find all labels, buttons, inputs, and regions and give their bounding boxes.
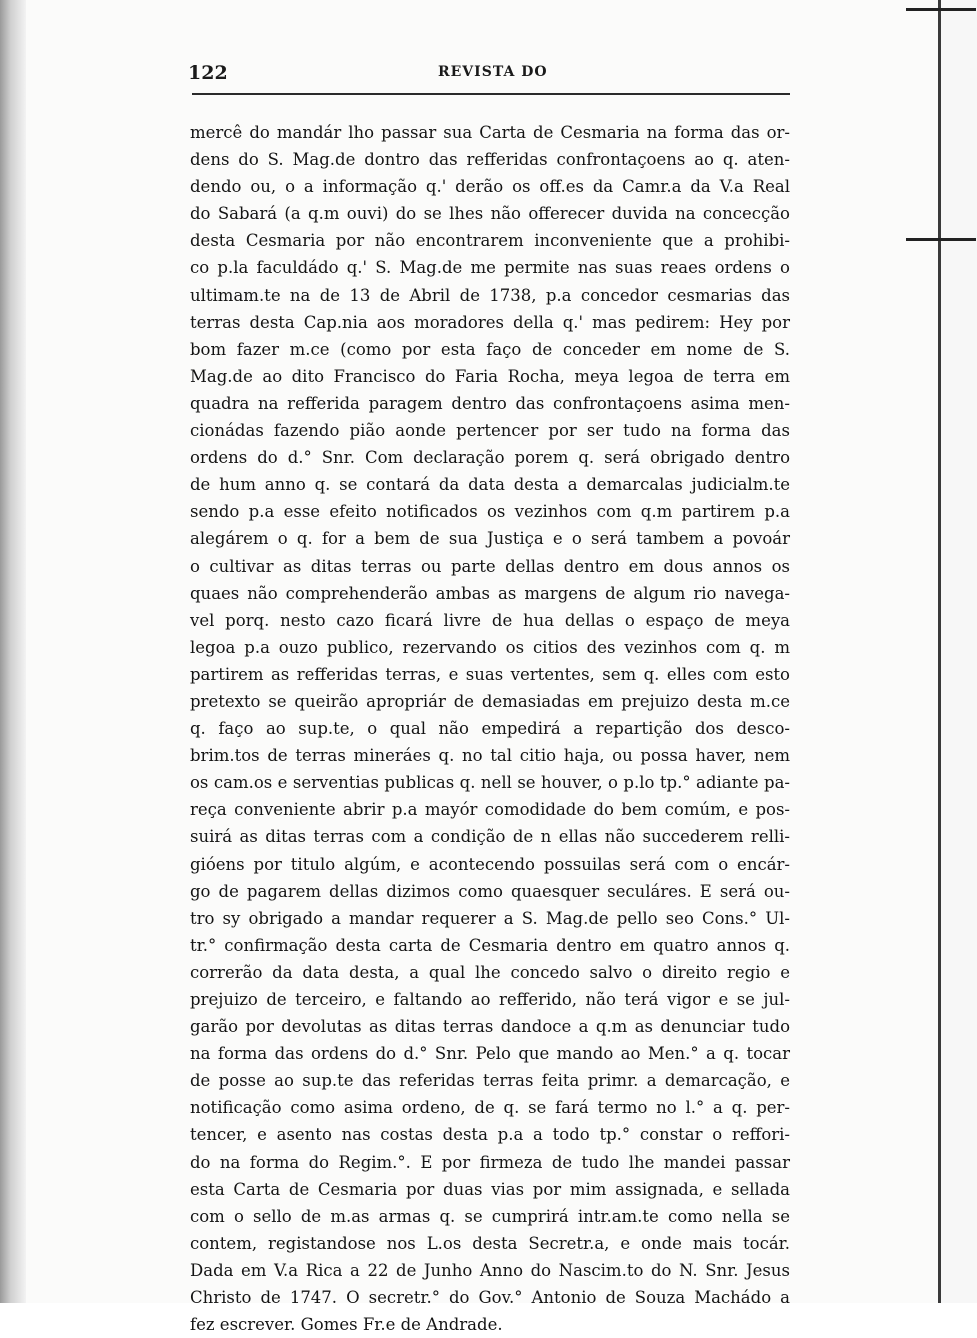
header-rule [192, 93, 790, 95]
text-line: legoa p.a ouzo publico, rezervando os citios des vezinhos com q. m [190, 637, 790, 657]
text-line: Mag.de ao dito Francisco do Faria Rocha, meya legoa de terra em [190, 366, 790, 386]
text-line: co p.la faculdádo q.' S. Mag.de me permite nas suas reaes ordens o [190, 258, 790, 278]
text-line: vel porq. nesto cazo ficará livre de hua dellas o espaço de meya [190, 610, 790, 630]
text-line: desta Cesmaria por não encontrarem inconveniente que a prohibi- [190, 231, 790, 251]
text-line: go de pagarem dellas dizimos como quaesquer seculáres. E será ou- [190, 881, 790, 901]
text-line: cionádas fazendo pião aonde pertencer por ser tudo na forma das [190, 421, 790, 441]
text-line: contem, registandose nos L.os desta Secretr.a, e onde mais tocár. [190, 1233, 790, 1253]
text-line: garão por devolutas as ditas terras dandoce a q.m as denunciar tudo [190, 1017, 790, 1037]
text-line: o cultivar as ditas terras ou parte dellas dentro em dous annos os [190, 556, 790, 576]
margin-mark [906, 8, 976, 11]
text-line: correrão da data desta, a qual lhe concedo salvo o direito regio e [190, 962, 790, 982]
text-line: quadra na refferida paragem dentro das confrontaçoens asima men- [190, 393, 790, 413]
text-line: esta Carta de Cesmaria por duas vias por mim assignada, e sellada [190, 1179, 790, 1199]
binding-shadow [0, 0, 26, 1303]
text-line: os cam.os e serventias publicas q. nell se houver, o p.lo tp.° adiante pa- [190, 773, 790, 793]
text-line: bom fazer m.ce (como por esta faço de conceder em nome de S. [190, 339, 790, 359]
text-line: ultimam.te na de 13 de Abril de 1738, p.a concedor cesmarias das [190, 285, 790, 305]
margin-mark [906, 238, 976, 241]
text-line: reça conveniente abrir p.a mayór comodidade do bem comúm, e pos- [190, 800, 790, 820]
text-line: sendo p.a esse efeito notificados os vezinhos com q.m partirem p.a [190, 502, 790, 522]
text-line: prejuizo de terceiro, e faltando ao refferido, não terá vigor e se jul- [190, 990, 790, 1009]
text-line: partirem as refferidas terras, e suas vertentes, sem q. elles com esto [190, 664, 790, 684]
text-line: dens do S. Mag.de dontro das refferidas confrontaçoens ao q. aten- [190, 150, 790, 170]
text-line: na forma das ordens do d.° Snr. Pelo que mando ao Men.° a q. tocar [190, 1044, 790, 1064]
text-line: ordens do d.° Snr. Com declaração porem q. será obrigado dentro [190, 448, 790, 468]
text-line: do Sabará (a q.m ouvi) do se lhes não offerecer duvida na concecção [190, 204, 790, 224]
text-line: mercê do mandár lho passar sua Carta de Cesmaria na forma das or- [190, 123, 790, 142]
body-text [190, 119, 790, 1338]
text-line: brim.tos de terras mineráes q. no tal citio haja, ou possa haver, nem [190, 746, 790, 766]
text-line: com o sello de m.as armas q. se cumprirá intr.am.te como nella se [190, 1206, 790, 1226]
text-line: quaes não comprehenderão ambas as margens de algum rio navega- [190, 583, 790, 603]
text-line: alegárem o q. for a bem de sua Justiça e o será tambem a povoár [190, 529, 790, 549]
text-line: de posse ao sup.te das referidas terras feita primr. a demarcação, e [190, 1071, 790, 1091]
text-line: do na forma do Regim.°. E por firmeza de tudo lhe mandei passar [190, 1152, 790, 1172]
text-line: dendo ou, o a informação q.' derão os off.es da Camr.a da V.a Real [190, 177, 790, 197]
text-line: Dada em V.a Rica a 22 de Junho Anno do Nascim.to do N. Snr. Jesus [190, 1260, 790, 1280]
text-line: fez escrever. Gomes Fr.e de Andrade. [190, 1315, 503, 1335]
text-line: terras desta Cap.nia aos moradores della q.' mas pedirem: Hey por [190, 312, 790, 332]
running-head [188, 62, 788, 86]
text-line: gióens por titulo algúm, e acontecendo possuilas será com o encár- [190, 854, 790, 874]
text-line: Christo de 1747. O secretr.° do Gov.° Antonio de Souza Machádo a [190, 1288, 790, 1308]
running-title: REVISTA DO [438, 64, 548, 80]
page-number: 122 [188, 62, 228, 84]
text-line: tro sy obrigado a mandar requerer a S. Mag.de pello seo Cons.° Ul- [190, 908, 790, 928]
right-margin-strip [941, 0, 977, 1303]
text-line: notificação como asima ordeno, de q. se fará termo no l.° a q. per- [190, 1098, 790, 1118]
text-line: tr.° confirmação desta carta de Cesmaria dentro em quatro annos q. [190, 935, 790, 955]
text-line: q. faço ao sup.te, o qual não empedirá a repartição dos desco- [190, 719, 790, 739]
text-line: pretexto se queirão apropriár de demasiadas em prejuizo desta m.ce [190, 691, 790, 711]
text-line: de hum anno q. se contará da data desta a demarcalas judicialm.te [190, 475, 790, 495]
text-line: suirá as ditas terras com a condição de n ellas não succederem relli- [190, 827, 790, 847]
text-line: tencer, e asento nas costas desta p.a a todo tp.° constar o reffori- [190, 1125, 790, 1145]
